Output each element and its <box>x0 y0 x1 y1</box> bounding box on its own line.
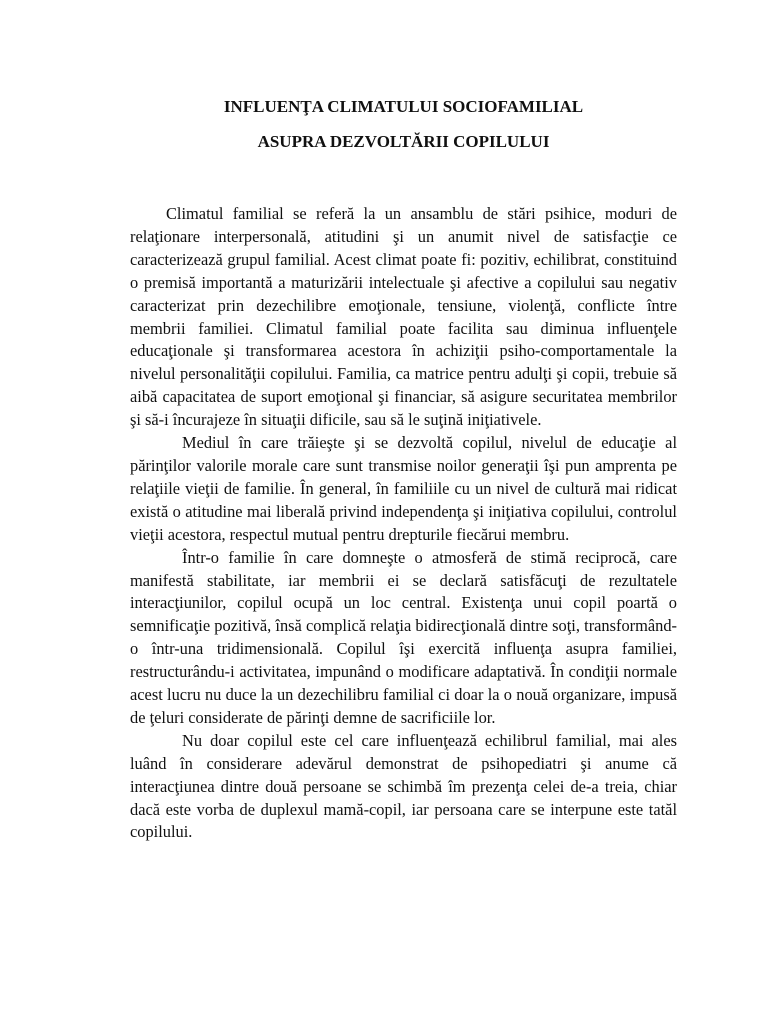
document-page <box>130 96 677 844</box>
body-text <box>130 203 677 844</box>
paragraph-3: Într-o familie în care domneşte o atmosferă de stimă reciprocă, care manifestă stabilitate, iar membrii ei se declară satisfăcuţi de rezultatele interacţiunilor, copilul ocupă un loc central. Existenţa unui copil poartă o semnificaţie pozitivă, însă complică relaţia bidirecţională dintre soţi, transformând-o într-una tridimensională. Copilul îşi exercită influenţa asupra familiei, restructurându-i activitatea, impunând o modificare adaptativă. În condiţii normale acest lucru nu duce la un dezechilibru familial ci doar la o nouă organizare, impusă de ţeluri considerate de părinţi demne de sacrificiile lor. <box>130 547 677 727</box>
paragraph-2: Mediul în care trăieşte şi se dezvoltă copilul, nivelul de educaţie al părinţilor valorile morale care sunt transmise noilor generaţii îşi pun amprenta pe relaţiile vieţii de familie. În general, în familiile cu un nivel de cultură mai ridicat există o atitudine mai liberală privind independenţa şi iniţiativa copilului, controlul vieţii acestora, respectul mutual pentru drepturile fiecărui membru. <box>130 433 677 544</box>
paragraph-4: Nu doar copilul este cel care influenţează echilibrul familial, mai ales luând în considerare adevărul demonstrat de psihopediatri şi anume că interacţiunea dintre două persoane se schimbă îm prezenţa celei de-a treia, chiar dacă este vorba de duplexul mamă-copil, iar persoana care se interpune este tatăl copilului. <box>130 730 677 842</box>
title-line-2: ASUPRA DEZVOLTĂRII COPILULUI <box>257 132 550 151</box>
paragraph-1: Climatul familial se referă la un ansamblu de stări psihice, moduri de relaţionare interpersonală, atitudini şi un anumit nivel de satisfacţie ce caracterizează grupul familial. Acest climat poate fi: pozitiv, echilibrat, constituind o premisă importantă a maturizării intelectuale şi afective a copilului sau negativ caracterizat prin dezechilibre emoţionale, tensiune, violenţă, conflicte între membrii familiei. Climatul familial poate facilita sau diminua influenţele educaţionale şi transformarea acestora în achiziţii psiho-comportamentale la nivelul personalităţii copilului. Familia, ca matrice pentru adulţi şi copii, trebuie să aibă capacitatea de suport emoţional şi financiar, să asigure securitatea membrilor şi să-i încurajeze în situaţii dificile, sau să le suţină iniţiativele. <box>130 204 677 430</box>
title-line-1: INFLUENŢA CLIMATULUI SOCIOFAMILIAL <box>223 97 584 116</box>
